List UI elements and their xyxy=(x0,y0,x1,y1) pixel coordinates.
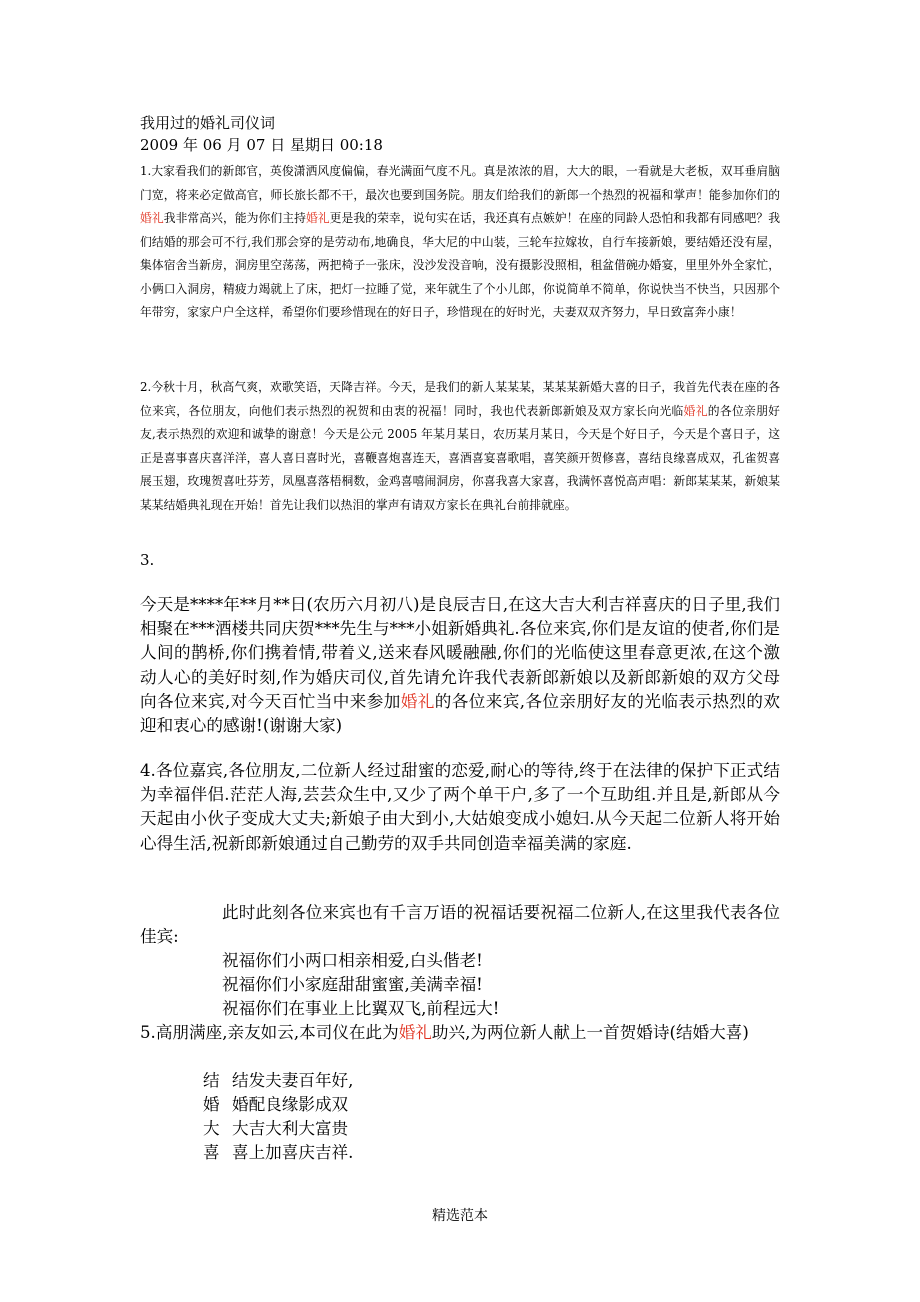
blessing-line: 祝福你们小家庭甜甜蜜蜜,美满幸福! xyxy=(222,975,483,994)
poem-line-text: 婚配良缘影成双 xyxy=(232,1095,349,1114)
paragraph-6 xyxy=(140,1021,780,1045)
keyword-wedding: 婚礼 xyxy=(305,211,330,225)
keyword-wedding: 婚礼 xyxy=(140,211,164,225)
paragraph-6-text-a: 5.高朋满座,亲友如云,本司仪在此为 xyxy=(140,1023,399,1042)
paragraph-2-text-a: 2.今秋十月，秋高气爽，欢歌笑语，天降吉祥。今天，是我们的新人某某某，某某某新婚大喜的日子，我首先代表在座的各位来宾，各位朋友，向他们表示热烈的祝贺和由衷的祝福！同时，我也代表新郎新娘及双方家长向光临 xyxy=(140,380,780,418)
poem-line xyxy=(203,1141,763,1165)
poem-line-head: 大 xyxy=(203,1119,220,1138)
poem-line xyxy=(203,1093,763,1117)
poem-line xyxy=(203,1069,763,1093)
paragraph-1 xyxy=(140,160,780,325)
page-footer: 精选范本 xyxy=(432,1208,488,1224)
poem-line-head: 结 xyxy=(203,1071,220,1090)
document-date: 2009 年 06 月 07 日 星期日 00:18 xyxy=(140,136,383,154)
paragraph-5: 此时此刻各位来宾也有千言万语的祝福话要祝福二位新人,在这里我代表各位佳宾: xyxy=(140,903,780,947)
paragraph-3-text-b: 的各位来宾,各位亲朋好友的光临表示热烈的欢迎和衷心的感谢!(谢谢大家) xyxy=(140,691,781,736)
paragraph-3 xyxy=(140,593,780,738)
poem-line-head: 婚 xyxy=(203,1095,220,1114)
poem-line-text: 结发夫妻百年好, xyxy=(232,1071,354,1090)
paragraph-3-text-a: 今天是****年**月**日(农历六月初八)是良辰吉日,在这大吉大利吉祥喜庆的日子里,我们相聚在***酒楼共同庆贺***先生与***小姐新婚典礼.各位来宾,你们是友谊的使者,你们是人间的鹊桥,你们携着情,带着义,送来春风暖融融,你们的光临使这里春意更浓,在这个激动人心的美好时刻,作为婚庆司仪,首先请允许我代表新郎新娘以及新郎新娘的双方父母向各位来宾,对今天百忙当中来参加 xyxy=(140,595,780,711)
section-number-3: 3. xyxy=(140,551,155,569)
keyword-wedding: 婚礼 xyxy=(398,1023,432,1042)
paragraph-1-text-a: 1.大家看我们的新郎官，英俊潇洒风度偏偏，春光满面气度不凡。真是浓浓的眉，大大的眼，一看就是大老板，双耳垂肩脑门宽，将来必定做高官，师长旅长都不干，最次也要到国务院。朋友们给我们的新郎一个热烈的祝福和掌声！能参加你们的 xyxy=(140,164,780,202)
paragraph-4: 4.各位嘉宾,各位朋友,二位新人经过甜蜜的恋爱,耐心的等待,终于在法律的保护下正式结为幸福伴侣.茫茫人海,芸芸众生中,又少了两个单干户,多了一个互助组.并且是,新郎从今天起由小伙子变成大丈夫;新娘子由大到小,大姑娘变成小媳妇.从今天起二位新人将开始心得生活,祝新郎新娘通过自己勤劳的双手共同创造幸福美满的家庭. xyxy=(140,761,780,853)
poem-line-head: 喜 xyxy=(203,1143,220,1162)
paragraph-6-text-b: 助兴,为两位新人献上一首贺婚诗(结婚大喜) xyxy=(431,1023,749,1042)
paragraph-2 xyxy=(140,376,780,517)
keyword-wedding: 婚礼 xyxy=(400,691,435,711)
poem-line-text: 喜上加喜庆吉祥. xyxy=(232,1143,354,1162)
document-title: 我用过的婚礼司仪词 xyxy=(140,114,276,132)
keyword-wedding: 婚礼 xyxy=(683,403,708,418)
blessing-line: 祝福你们在事业上比翼双飞,前程远大! xyxy=(222,999,500,1018)
paragraph-1-text-c: 更是我的荣幸，说句实在话，我还真有点嫉妒！在座的同龄人恐怕和我都有同感吧？我们结婚的那会可不行,我们那会穿的是劳动布,地确良，华大尼的中山装，三轮车拉嫁妆，自行车接新娘，要结婚还没有屋，集体宿舍当新房，洞房里空荡荡，两把椅子一张床，没沙发没音响，没有摄影没照相，租盆借碗办婚宴，里里外外全家忙，小俩口入洞房，精疲力竭就上了床，把灯一拉睡了觉，来年就生了个小儿郎，你说简单不简单，你说快当不快当，只因那个年带穷，家家户户全这样，希望你们要珍惜现在的好日子，珍惜现在的好时光，夫妻双双齐努力，早日致富奔小康！ xyxy=(140,211,780,319)
paragraph-1-text-b: 我非常高兴，能为你们主持 xyxy=(163,211,306,225)
blessing-line: 祝福你们小两口相亲相爱,白头偕老! xyxy=(222,951,483,970)
poem-line xyxy=(203,1117,763,1141)
poem-line-text: 大吉大利大富贵 xyxy=(232,1119,349,1138)
paragraph-2-text-b: 的各位亲朋好友,表示热烈的欢迎和诚挚的谢意！今天是公元 2005 年某月某日，农历某月某日，今天是个好日子，今天是个喜日子，这正是喜事喜庆喜洋洋，喜人喜日喜时光，喜鞭喜炮喜连天，喜酒喜宴喜歌唱，喜笑颜开贺修喜，喜结良缘喜成双，孔雀贺喜展玉翅，玫瑰贺喜吐芬芳，凤凰喜落梧桐数，金鸡喜嘻闹洞房，你喜我喜大家喜，我满怀喜悦高声唱：新郎某某某，新娘某某某结婚典礼现在开始！首先让我们以热泪的掌声有请双方家长在典礼台前排就座。 xyxy=(140,403,780,512)
